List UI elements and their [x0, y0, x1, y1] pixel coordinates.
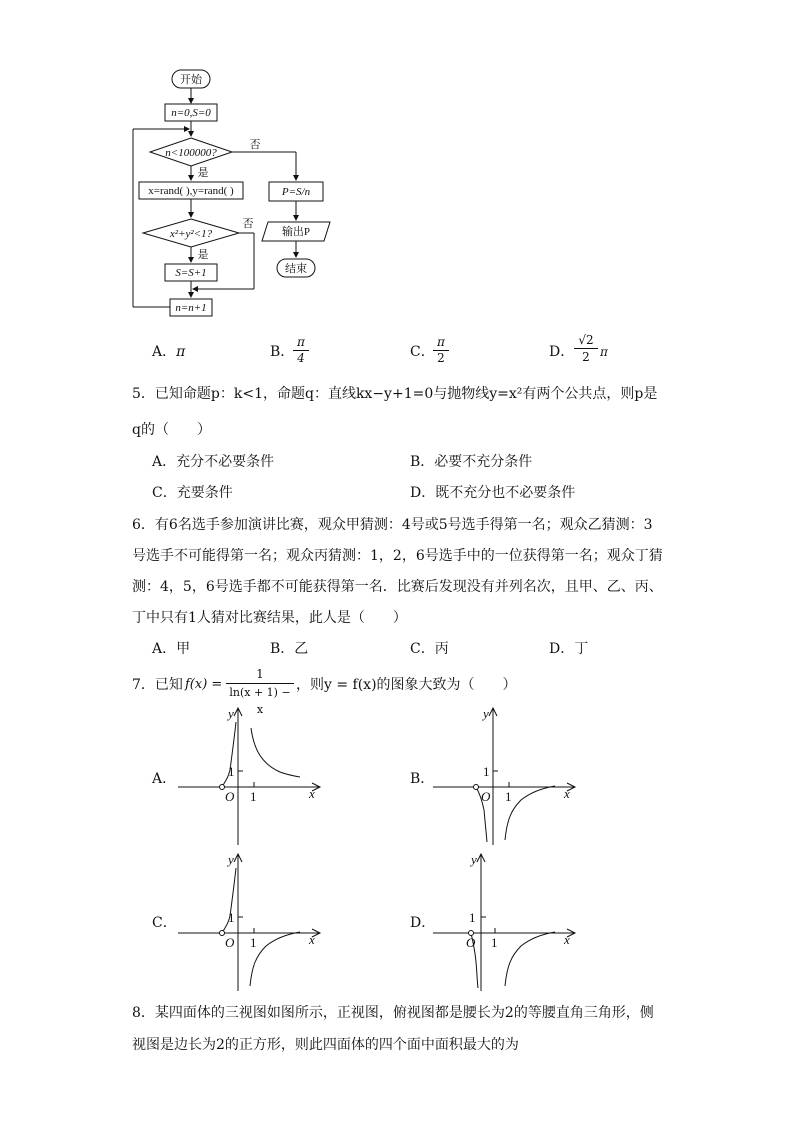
q4-option-d-fraction [574, 332, 598, 365]
q7-graph-c-label: C． [152, 915, 177, 931]
x-label: x [309, 786, 315, 801]
q4-c-den: 2 [437, 351, 445, 365]
q5-option-c: C．充要条件 [152, 485, 233, 501]
q4-option-d [549, 342, 574, 362]
q4-option-a [152, 342, 185, 362]
y-one-label: 1 [469, 910, 476, 925]
q6-option-c: C．丙 [410, 641, 449, 657]
q4-option-d-suffix: π [600, 345, 608, 359]
y-label: y [483, 706, 489, 721]
flow-cond2-text: x²+y²<1? [169, 228, 213, 240]
flow-no2-text: 否 [242, 218, 254, 230]
x-label: x [564, 786, 570, 801]
q4-option-b-fraction [293, 335, 309, 366]
q7-fx: f(x) = [185, 677, 223, 692]
flow-init-text: n=0,S=0 [171, 107, 211, 119]
q4-option-c [410, 342, 435, 362]
q6-line-2: 号选手不可能得第一名；观众丙猜测：1，2，6号选手中的一位获得第一名；观众丁猜 [132, 548, 663, 564]
q7-graph-d-label: D． [410, 915, 436, 931]
q5-option-a: A．充分不必要条件 [152, 454, 275, 470]
curve-right-branch [505, 786, 555, 840]
q6-option-d: D．丁 [549, 641, 589, 657]
y-one-label: 1 [228, 910, 235, 925]
x-label: x [309, 932, 315, 947]
q4-option-d-label: D． [549, 344, 575, 360]
x-one-label: 1 [250, 789, 257, 804]
q8-line-2: 视图是边长为2的正方形，则此四面体的四个面中面积最大的为 [132, 1037, 519, 1053]
q5-option-b: B．必要不充分条件 [410, 454, 533, 470]
hole-marker [220, 931, 225, 936]
q7-graph-b-label: B． [410, 771, 435, 787]
flow-end-text: 结束 [285, 263, 307, 275]
q4-option-b-label: B． [270, 344, 295, 360]
curve-right-branch [251, 728, 300, 777]
x-label: x [564, 932, 570, 947]
flow-yes2-text: 是 [197, 249, 209, 261]
flow-calc-p-text: P=S/n [281, 186, 311, 198]
q7-prefix: 7．已知 [132, 677, 183, 693]
flow-no1-text: 否 [249, 139, 261, 151]
flow-start-text: 开始 [180, 74, 202, 86]
y-label: y [228, 852, 234, 867]
q4-d-den: 2 [582, 350, 590, 364]
q7-graph-a [170, 700, 330, 850]
flow-rand-text: x=rand( ),y=rand( ) [148, 185, 234, 197]
q4-option-a-label: A． [152, 344, 177, 360]
q7-graph-b [425, 700, 585, 850]
q7-graph-d [425, 846, 585, 996]
q6-option-a: A．甲 [152, 641, 191, 657]
flow-inc-s-text: S=S+1 [175, 267, 207, 279]
flowchart [120, 62, 360, 327]
q4-option-c-label: C． [410, 344, 435, 360]
q6-line-4: 丁中只有1人猜对比赛结果，此人是（ ） [132, 610, 407, 626]
q4-option-c-fraction [433, 335, 449, 366]
origin-label: O [225, 789, 235, 804]
q7-graph-c [170, 846, 330, 996]
flow-cond1-text: n<100000? [165, 147, 217, 159]
y-label: y [471, 852, 477, 867]
q7-suffix: ，则y = f(x)的图象大致为（ ） [296, 677, 517, 693]
q4-b-num: π [293, 335, 309, 351]
q6-option-b: B．乙 [270, 641, 309, 657]
origin-label: O [481, 789, 491, 804]
x-one-label: 1 [505, 789, 512, 804]
q5-option-d: D．既不充分也不必要条件 [410, 485, 576, 501]
curve-right-branch [250, 932, 300, 986]
y-label: y [228, 706, 234, 721]
q4-d-num: √2 [574, 332, 598, 349]
q8-line-1: 8．某四面体的三视图如图所示，正视图，俯视图都是腰长为2的等腰直角三角形，侧 [132, 1005, 654, 1021]
q7-frac-num: 1 [226, 666, 294, 684]
curve-right-branch [505, 932, 555, 986]
flow-yes1-text: 是 [197, 167, 209, 179]
q6-line-1: 6．有6名选手参加演讲比赛，观众甲猜测：4号或5号选手得第一名；观众乙猜测：3 [132, 517, 653, 533]
q4-option-b [270, 342, 294, 362]
q7-graph-a-label: A． [152, 771, 177, 787]
x-one-label: 1 [491, 935, 498, 950]
hole-marker [474, 785, 479, 790]
origin-label: O [466, 935, 476, 950]
flow-inc-n-text: n=n+1 [175, 302, 207, 314]
origin-label: O [225, 935, 235, 950]
q5-line-1: 5．已知命题p：k<1，命题q：直线kx−y+1=0与抛物线y=x²有两个公共点，则p是 [132, 386, 658, 402]
y-one-label: 1 [228, 764, 235, 779]
y-one-label: 1 [483, 764, 490, 779]
q5-line-2: q的（ ） [132, 422, 211, 438]
hole-marker [220, 785, 225, 790]
q4-c-num: π [433, 335, 449, 351]
q4-b-den: 4 [297, 351, 305, 365]
flow-output-text: 输出P [281, 226, 311, 238]
q4-option-a-value: π [176, 344, 186, 360]
q6-line-3: 测：4，5，6号选手都不可能获得第一名．比赛后发现没有并列名次，且甲、乙、丙、 [132, 579, 663, 595]
x-one-label: 1 [250, 935, 257, 950]
q7-frac-den: ln(x + 1) − x [229, 686, 291, 716]
